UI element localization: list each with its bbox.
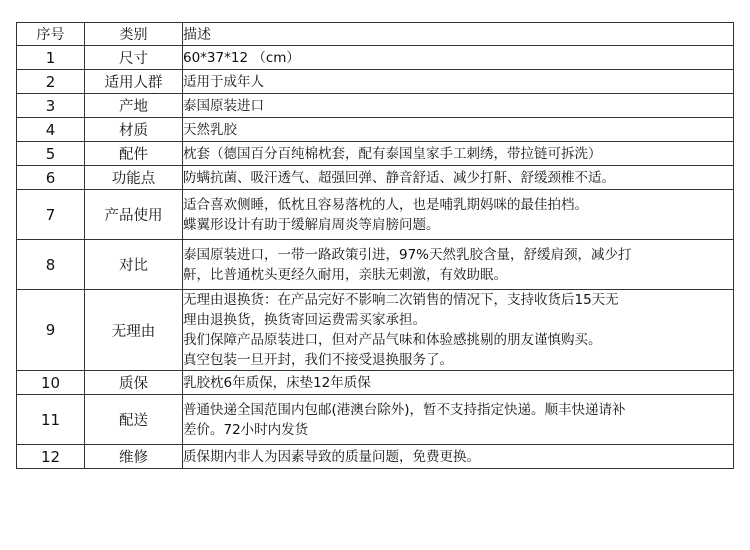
table-row — [17, 46, 734, 70]
table-row — [17, 70, 734, 94]
row-num: 8 — [17, 240, 85, 290]
row-num: 11 — [17, 395, 85, 445]
row-category: 功能点 — [85, 166, 183, 190]
table-row — [17, 166, 734, 190]
row-num: 10 — [17, 371, 85, 395]
table-row — [17, 371, 734, 395]
row-description: 普通快递全国范围内包邮(港澳台除外)，暂不支持指定快递。顺丰快递请补 差价。72小时内发货 — [183, 395, 734, 445]
row-category: 产地 — [85, 94, 183, 118]
row-num: 1 — [17, 46, 85, 70]
spec-table — [16, 22, 734, 469]
header-description: 描述 — [183, 23, 734, 46]
row-num: 4 — [17, 118, 85, 142]
row-num: 9 — [17, 290, 85, 371]
row-description: 适合喜欢侧睡，低枕且容易落枕的人，也是哺乳期妈咪的最佳拍档。 蝶翼形设计有助于缓解肩周炎等肩膀问题。 — [183, 190, 734, 240]
row-category: 尺寸 — [85, 46, 183, 70]
table-row — [17, 142, 734, 166]
table-row — [17, 290, 734, 371]
row-description: 适用于成年人 — [183, 70, 734, 94]
row-category: 产品使用 — [85, 190, 183, 240]
table-row — [17, 118, 734, 142]
row-num: 2 — [17, 70, 85, 94]
row-description: 60*37*12 （cm） — [183, 46, 734, 70]
row-num: 7 — [17, 190, 85, 240]
header-num: 序号 — [17, 23, 85, 46]
row-num: 12 — [17, 445, 85, 469]
row-description: 枕套（德国百分百纯棉枕套，配有泰国皇家手工刺绣，带拉链可拆洗） — [183, 142, 734, 166]
row-category: 材质 — [85, 118, 183, 142]
row-description: 质保期内非人为因素导致的质量问题，免费更换。 — [183, 445, 734, 469]
table-row — [17, 240, 734, 290]
row-category: 配送 — [85, 395, 183, 445]
row-description: 乳胶枕6年质保，床垫12年质保 — [183, 371, 734, 395]
table-header-row — [17, 23, 734, 46]
table-row — [17, 395, 734, 445]
row-category: 质保 — [85, 371, 183, 395]
header-category: 类别 — [85, 23, 183, 46]
row-category: 无理由 — [85, 290, 183, 371]
table-row — [17, 94, 734, 118]
row-num: 3 — [17, 94, 85, 118]
table-row — [17, 445, 734, 469]
row-description: 泰国原装进口，一带一路政策引进，97%天然乳胶含量，舒缓肩颈，减少打 鼾，比普通枕头更经久耐用，亲肤无刺激，有效助眠。 — [183, 240, 734, 290]
row-description: 天然乳胶 — [183, 118, 734, 142]
row-category: 对比 — [85, 240, 183, 290]
row-category: 维修 — [85, 445, 183, 469]
row-num: 6 — [17, 166, 85, 190]
row-category: 适用人群 — [85, 70, 183, 94]
table-row — [17, 190, 734, 240]
row-description: 泰国原装进口 — [183, 94, 734, 118]
row-category: 配件 — [85, 142, 183, 166]
row-description: 防螨抗菌、吸汗透气、超强回弹、静音舒适、减少打鼾、舒缓颈椎不适。 — [183, 166, 734, 190]
row-num: 5 — [17, 142, 85, 166]
row-description: 无理由退换货：在产品完好不影响二次销售的情况下，支持收货后15天无 理由退换货，换货寄回运费需买家承担。 我们保障产品原装进口，但对产品气味和体验感挑剔的朋友谨慎购买。 真空包装一旦开封，我们不接受退换服务了。 — [183, 290, 734, 371]
